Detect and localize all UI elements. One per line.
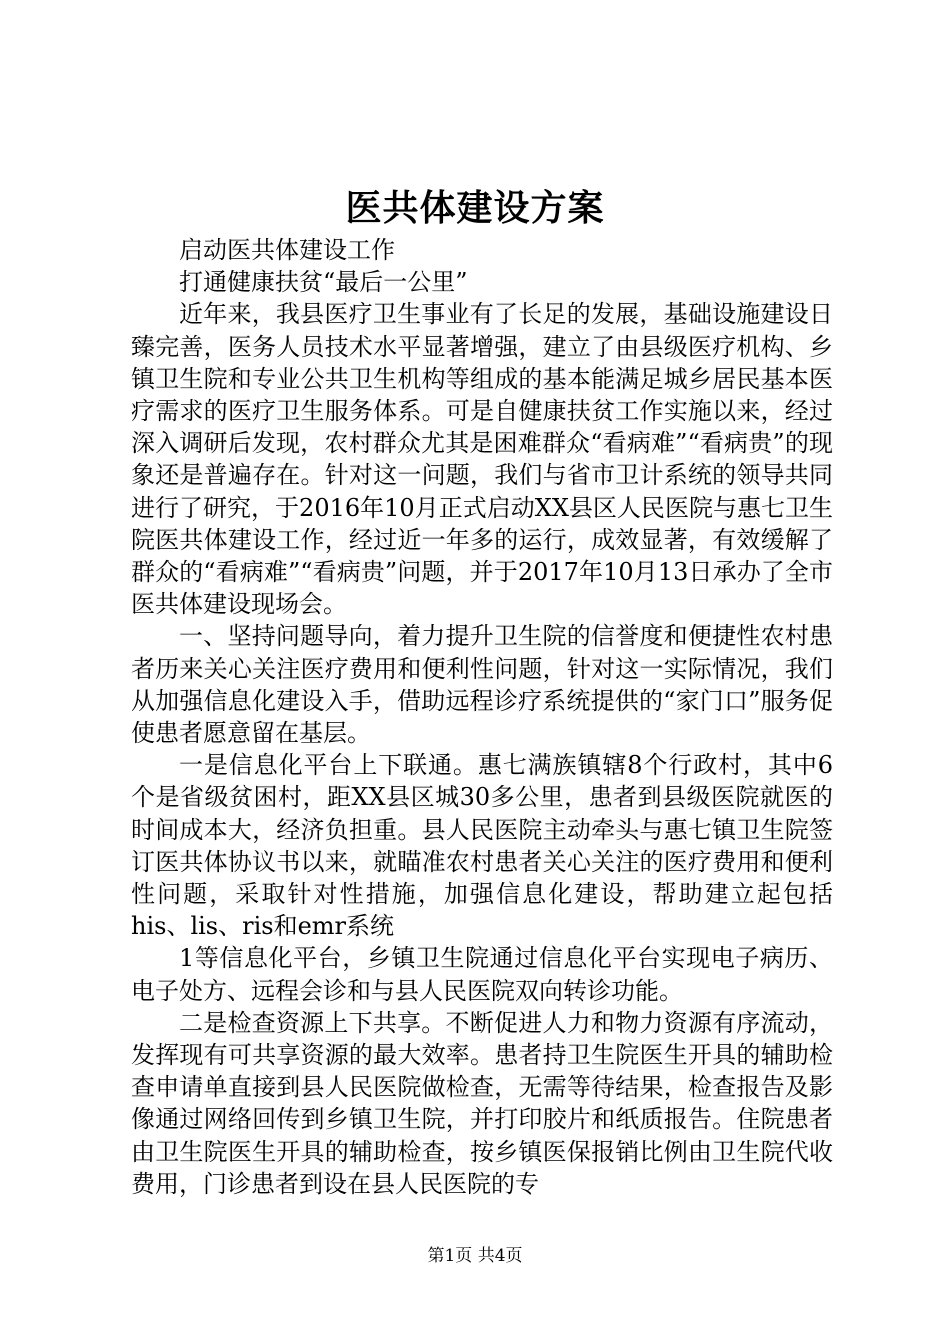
paragraph: 打通健康扶贫“最后一公里” xyxy=(179,268,468,297)
document-title: 医共体建设方案 xyxy=(345,187,605,229)
paragraph: 二是检查资源上下共享。不断促进人力和物力资源有序流动，发挥现有可共享资源的最大效率。患者持卫生院医生开具的辅助检查申请单直接到县人民医院做检查，无需等待结果，检查报告及影像通过网络回传到乡镇卫生院，并打印胶片和纸质报告。住院患者由卫生院医生开具的辅助检查，按乡镇医保报销比例由卫生院代收费用，门诊患者到设在县人民医院的专 xyxy=(131,1008,833,1198)
paragraph: 近年来，我县医疗卫生事业有了长足的发展，基础设施建设日臻完善，医务人员技术水平显著增强，建立了由县级医疗机构、乡镇卫生院和专业公共卫生机构等组成的基本能满足城乡居民基本医疗需求的医疗卫生服务体系。可是自健康扶贫工作实施以来，经过深入调研后发现，农村群众尤其是困难群众“看病难”“看病贵”的现象还是普遍存在。针对这一问题，我们与省市卫计系统的领导共同进行了研究，于2016年10月正式启动XX县区人民医院与惠七卫生院医共体建设工作，经过近一年多的运行，成效显著，有效缓解了群众的“看病难”“看病贵”问题，并于2017年10月13日承办了全市医共体建设现场会。 xyxy=(131,300,833,619)
paragraph: 一、坚持问题导向，着力提升卫生院的信誉度和便捷性农村患者历来关心关注医疗费用和便利性问题，针对这一实际情况，我们从加强信息化建设入手，借助远程诊疗系统提供的“家门口”服务促使患者愿意留在基层。 xyxy=(131,622,833,748)
paragraph: 1等信息化平台，乡镇卫生院通过信息化平台实现电子病历、电子处方、远程会诊和与县人民医院双向转诊功能。 xyxy=(131,944,833,1005)
page-footer: 第1页 共4页 xyxy=(427,1246,523,1266)
document-body xyxy=(131,234,833,1200)
paragraph: 启动医共体建设工作 xyxy=(179,236,395,264)
paragraph: 一是信息化平台上下联通。惠七满族镇辖8个行政村，其中6个是省级贫困村，距XX县区城30多公里，患者到县级医院就医的时间成本大，经济负担重。县人民医院主动牵头与惠七镇卫生院签订医共体协议书以来，就瞄准农村患者关心关注的医疗费用和便利性问题，采取针对性措施，加强信息化建设，帮助建立起包括his、lis、ris和emr系统 xyxy=(131,751,833,941)
